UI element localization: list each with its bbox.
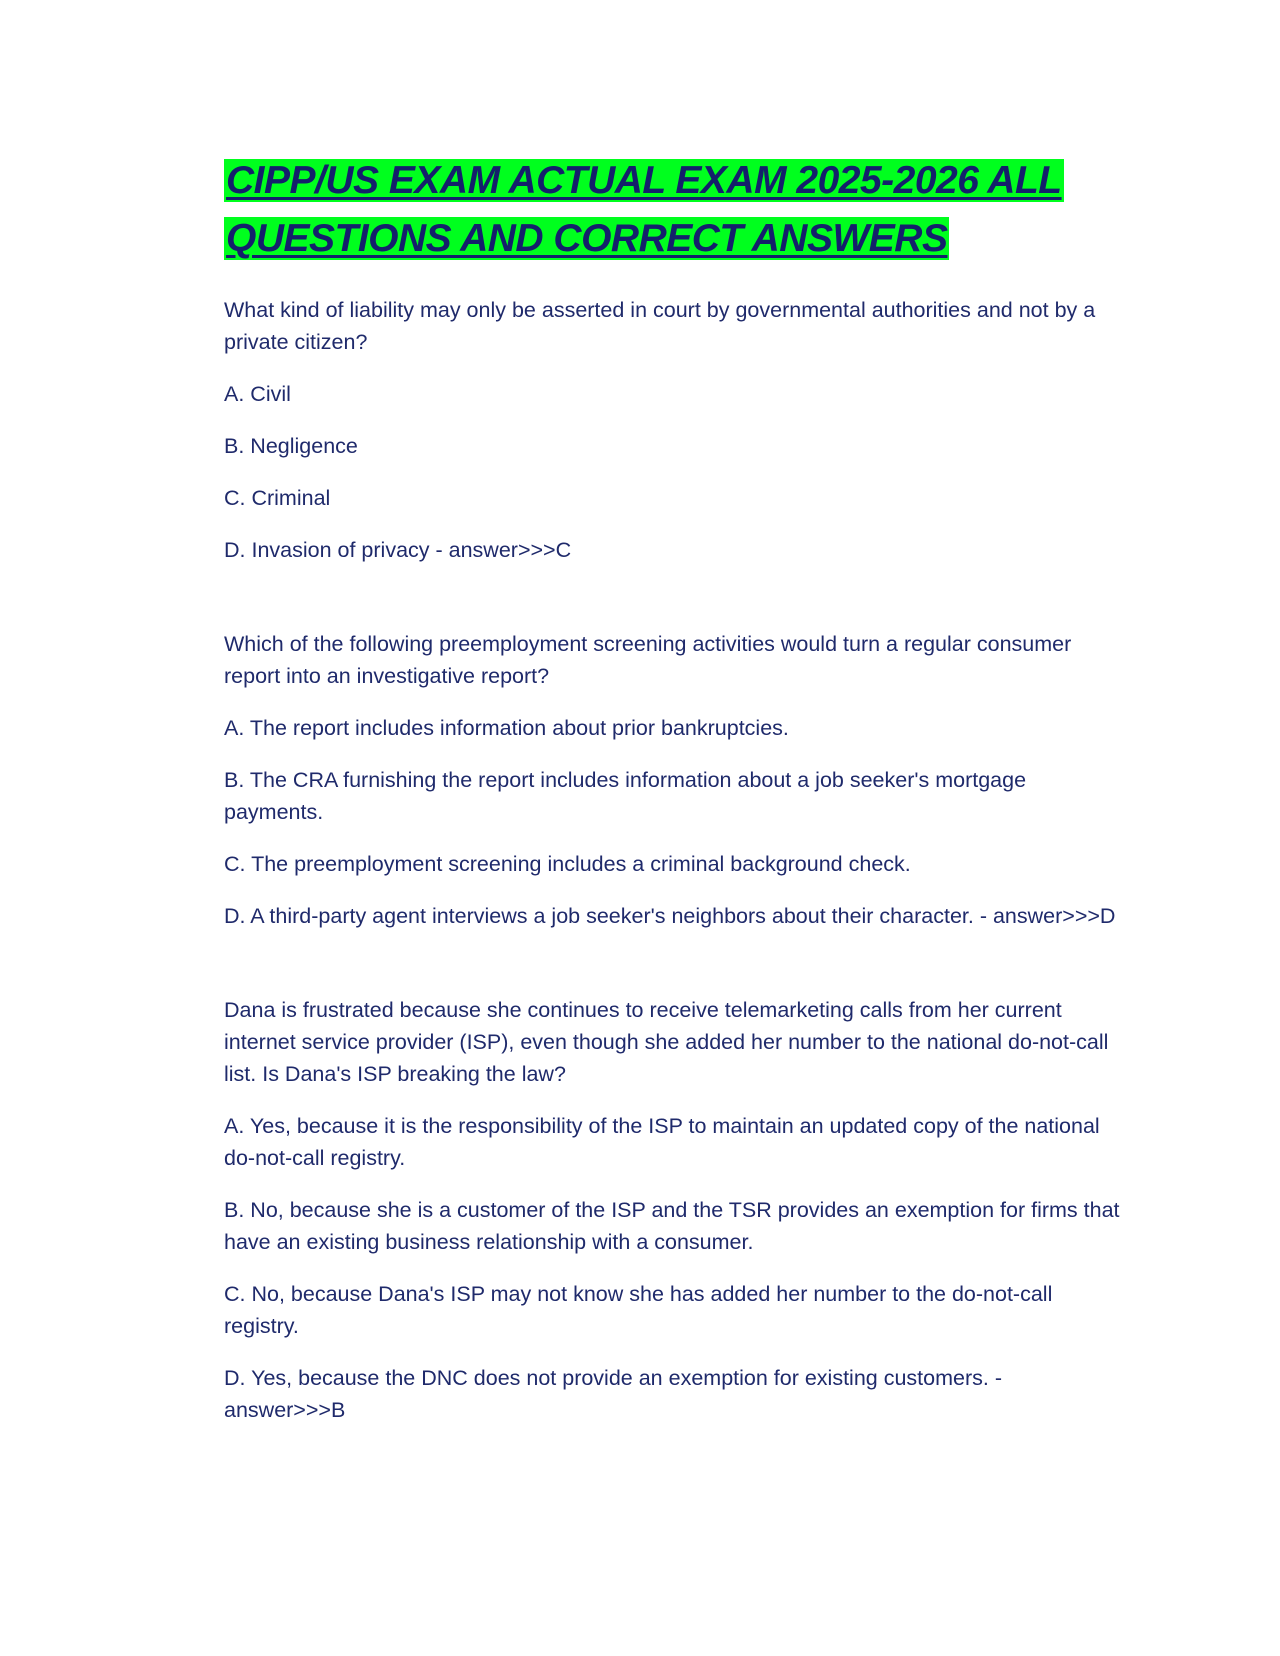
document-title-text: CIPP/US EXAM ACTUAL EXAM 2025-2026 ALL QUESTIONS AND CORRECT ANSWERS xyxy=(226,159,1062,260)
question-3 xyxy=(224,994,1124,1426)
question-text: What kind of liability may only be asserted in court by governmental authorities and not by a private citizen? xyxy=(224,298,1096,354)
question-text: Dana is frustrated because she continues to receive telemarketing calls from her current internet service provider (ISP), even though she added her number to the national do-not-call list. Is Dana's ISP breaking the law? xyxy=(224,998,1109,1086)
answer-option: A. The report includes information about prior bankruptcies. xyxy=(224,716,789,740)
question-1 xyxy=(224,294,1124,566)
answer-option: A. Yes, because it is the responsibility of the ISP to maintain an updated copy of the national do-not-call registry. xyxy=(224,1114,1100,1170)
answer-option: B. No, because she is a customer of the ISP and the TSR provides an exemption for firms that have an existing business relationship with a consumer. xyxy=(224,1198,1120,1254)
answer-option: B. The CRA furnishing the report includes information about a job seeker's mortgage payments. xyxy=(224,768,1027,824)
answer-option: D. A third-party agent interviews a job seeker's neighbors about their character. - answer>>>D xyxy=(224,904,1116,928)
document-title xyxy=(224,152,1124,268)
question-2 xyxy=(224,628,1124,932)
answer-option: C. No, because Dana's ISP may not know she has added her number to the do-not-call registry. xyxy=(224,1282,1053,1338)
question-text: Which of the following preemployment screening activities would turn a regular consumer report into an investigative report? xyxy=(224,632,1072,688)
answer-option: D. Yes, because the DNC does not provide an exemption for existing customers. - answer>>>B xyxy=(224,1366,1002,1422)
answer-option: D. Invasion of privacy - answer>>>C xyxy=(224,538,572,562)
answer-option: A. Civil xyxy=(224,382,291,406)
document-page xyxy=(224,152,1124,1426)
answer-option: C. The preemployment screening includes a criminal background check. xyxy=(224,852,911,876)
answer-option: B. Negligence xyxy=(224,434,358,458)
answer-option: C. Criminal xyxy=(224,486,331,510)
